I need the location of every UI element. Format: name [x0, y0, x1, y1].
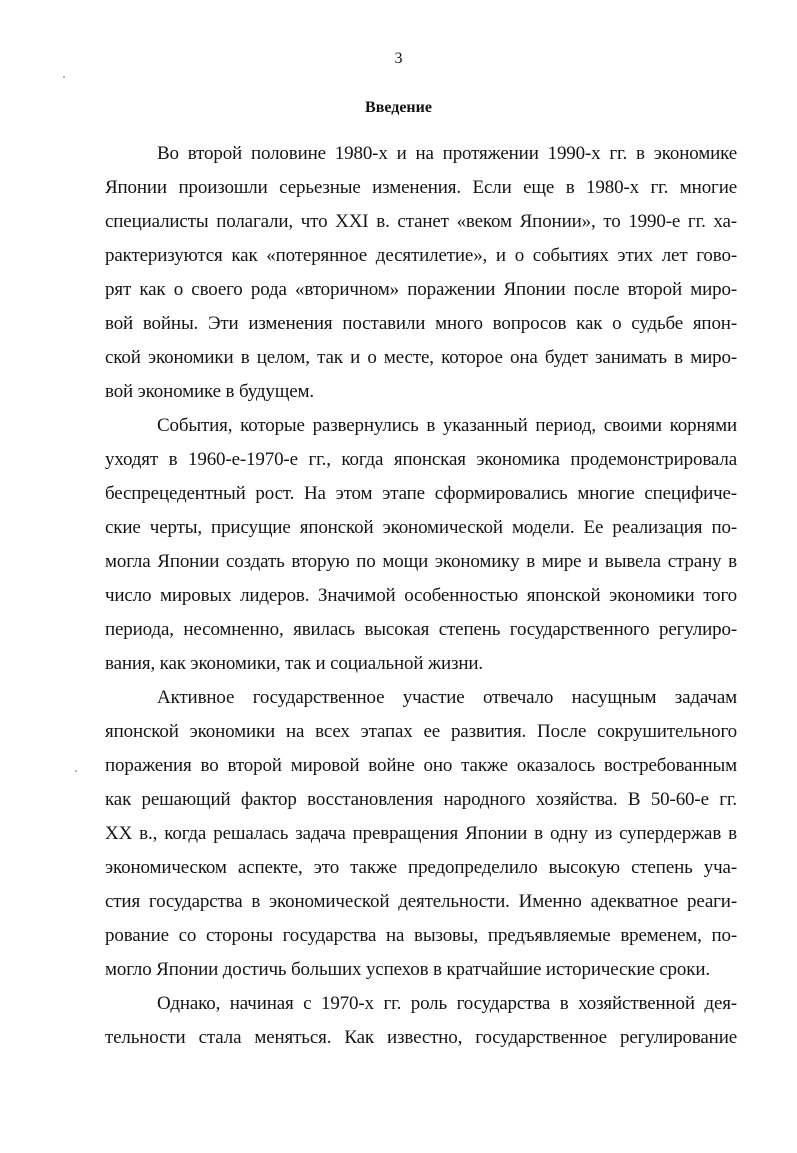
text-line: вой экономике в будущем.	[105, 381, 314, 402]
text-line: вой войны. Эти изменения поставили много вопросов как о судьбе япон-	[105, 313, 737, 334]
scan-speck	[75, 770, 77, 772]
text-line: периода, несомненно, явилась высокая степень государственного регулиро-	[105, 619, 737, 640]
text-line: ские черты, присущие японской экономической модели. Ее реализация по-	[105, 517, 737, 538]
text-line: События, которые развернулись в указанный период, своими корнями	[157, 415, 737, 436]
text-line: вания, как экономики, так и социальной жизни.	[105, 653, 484, 674]
text-line: XX в., когда решалась задача превращения Японии в одну из супердержав в	[105, 823, 737, 844]
text-line: беспрецедентный рост. На этом этапе сформировались многие специфиче-	[105, 483, 737, 504]
scan-speck	[63, 76, 65, 78]
text-line: Активное государственное участие отвечало насущным задачам	[157, 687, 737, 708]
section-title: Введение	[365, 99, 432, 116]
text-line: рят как о своего рода «вторичном» поражении Японии после второй миро-	[105, 279, 737, 300]
text-line: тельности стала меняться. Как известно, государственное регулирование	[105, 1027, 737, 1048]
text-line: рактеризуются как «потерянное десятилетие», и о событиях этих лет гово-	[105, 245, 737, 266]
text-line: Однако, начиная с 1970-х гг. роль государства в хозяйственной дея-	[157, 993, 737, 1014]
text-line: японской экономики на всех этапах ее развития. После сокрушительного	[105, 721, 737, 742]
text-line: число мировых лидеров. Значимой особенностью японской экономики того	[105, 585, 737, 606]
text-line: могло Японии достичь больших успехов в кратчайшие исторические сроки.	[105, 959, 710, 980]
text-line: стия государства в экономической деятельности. Именно адекватное реаги-	[105, 891, 737, 912]
text-line: Во второй половине 1980-х и на протяжении 1990-х гг. в экономике	[157, 143, 737, 164]
text-line: как решающий фактор восстановления народного хозяйства. В 50-60-е гг.	[105, 789, 737, 810]
page-number: 3	[394, 50, 403, 67]
text-line: поражения во второй мировой войне оно также оказалось востребованным	[105, 755, 737, 776]
text-line: рование со стороны государства на вызовы, предъявляемые временем, по-	[105, 925, 737, 946]
text-line: могла Японии создать вторую по мощи экономику в мире и вывела страну в	[105, 551, 737, 572]
text-line: Японии произошли серьезные изменения. Если еще в 1980-х гг. многие	[105, 177, 737, 198]
text-line: ской экономики в целом, так и о месте, которое она будет занимать в миро-	[105, 347, 737, 368]
text-line: уходят в 1960-е-1970-е гг., когда японская экономика продемонстрировала	[105, 449, 737, 470]
text-line: экономическом аспекте, это также предопределило высокую степень уча-	[105, 857, 737, 878]
text-line: специалисты полагали, что XXI в. станет «веком Японии», то 1990-е гг. ха-	[105, 211, 737, 232]
